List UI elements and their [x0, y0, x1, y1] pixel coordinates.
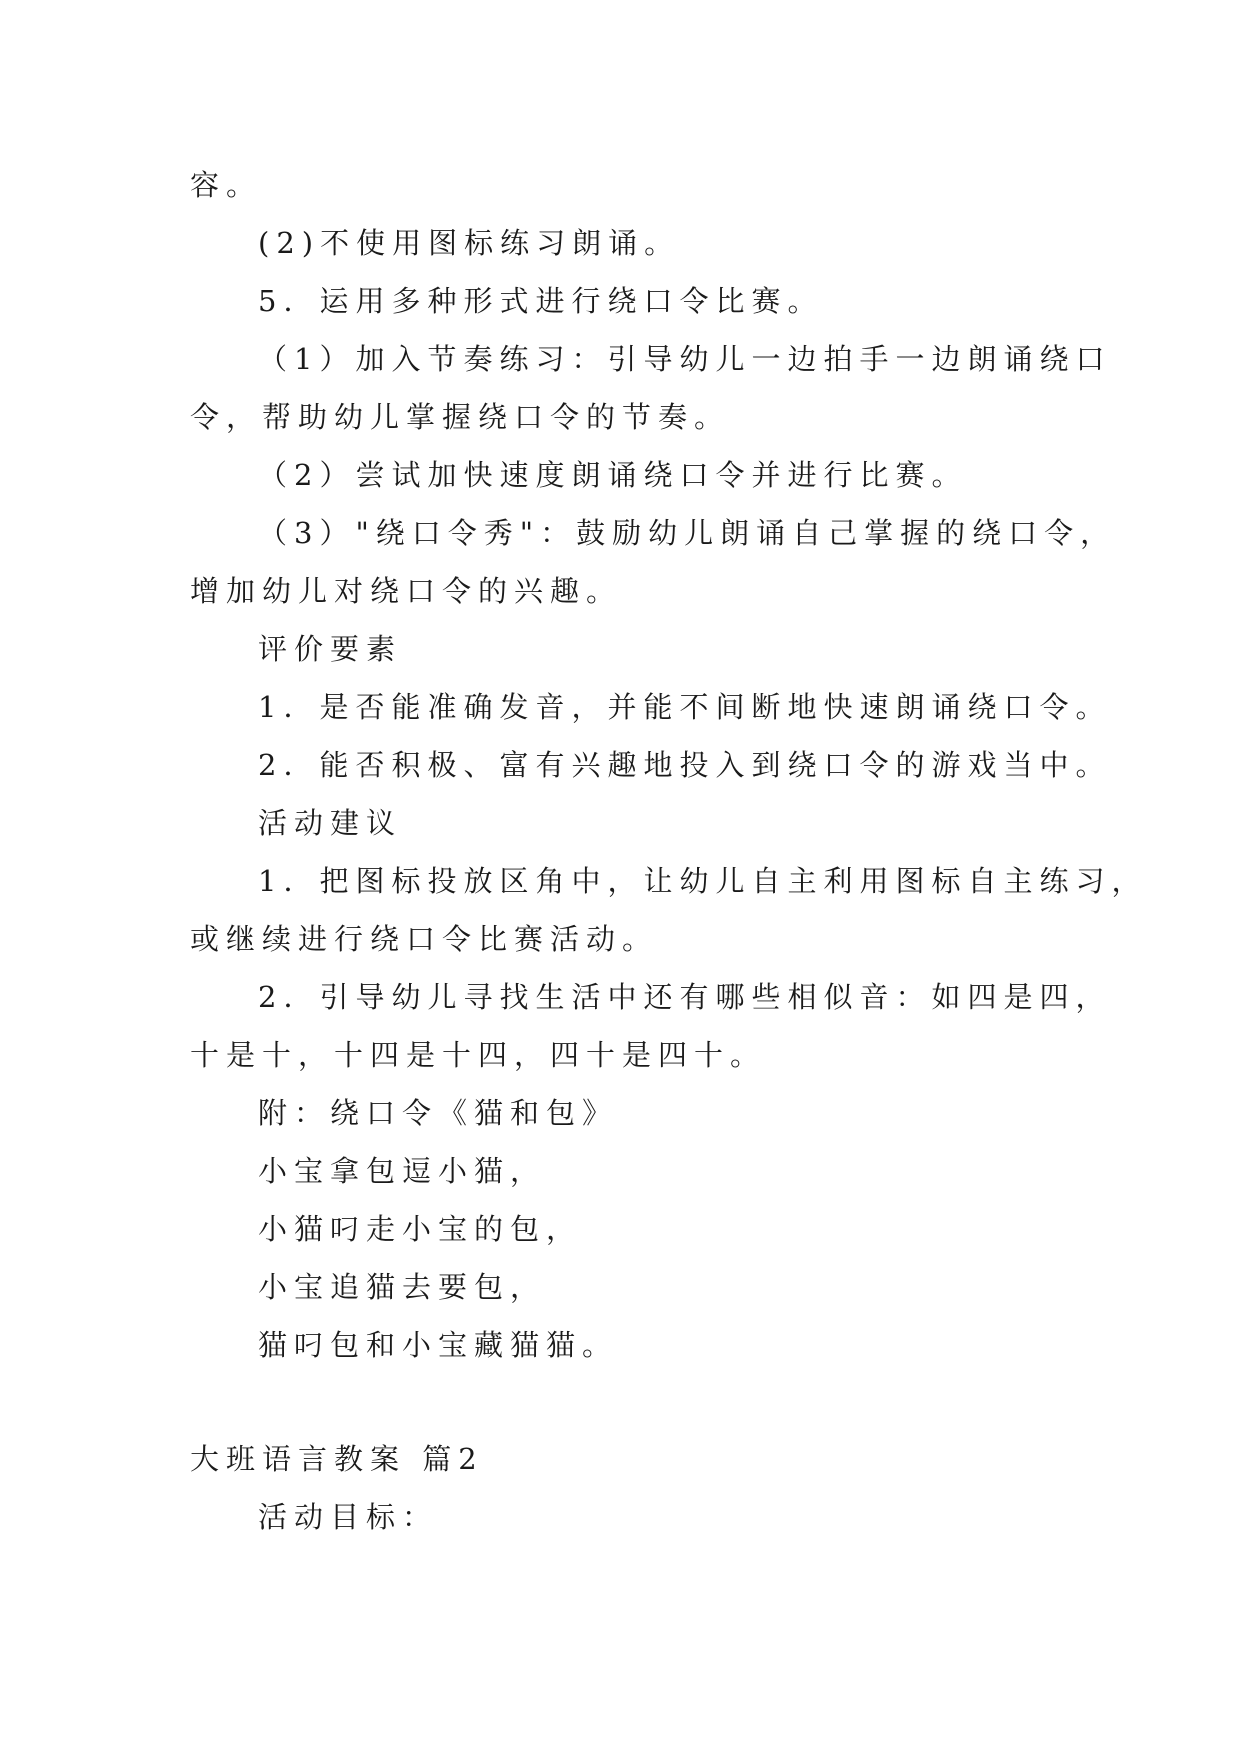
poem-line: 猫叼包和小宝藏猫猫。 — [258, 1328, 619, 1362]
paragraph-line: 2．能否积极、富有兴趣地投入到绕口令的游戏当中。 — [258, 748, 1112, 782]
poem-line: 小宝拿包逗小猫， — [258, 1154, 547, 1188]
paragraph-line: （3）"绕口令秀"：鼓励幼儿朗诵自己掌握的绕口令， — [258, 516, 1117, 550]
paragraph-line: 十是十，十四是十四，四十是四十。 — [190, 1038, 767, 1072]
paragraph-line: 令，帮助幼儿掌握绕口令的节奏。 — [190, 400, 731, 434]
paragraph-line: 或继续进行绕口令比赛活动。 — [190, 922, 659, 956]
paragraph-line: （2）尝试加快速度朗诵绕口令并进行比赛。 — [258, 458, 968, 492]
paragraph-line: 容。 — [190, 168, 263, 202]
lesson-title: 大班语言教案 篇2 — [190, 1442, 484, 1476]
paragraph-line: 1．把图标投放区角中，让幼儿自主利用图标自主练习， — [258, 864, 1148, 898]
appendix-title: 附：绕口令《猫和包》 — [258, 1096, 619, 1130]
poem-line: 小宝追猫去要包， — [258, 1270, 547, 1304]
paragraph-line: (2)不使用图标练习朗诵。 — [258, 226, 681, 260]
section-heading: 评价要素 — [258, 632, 403, 666]
paragraph-line: （1）加入节奏练习：引导幼儿一边拍手一边朗诵绕口 — [258, 342, 1112, 376]
section-heading: 活动建议 — [258, 806, 403, 840]
paragraph-line: 5．运用多种形式进行绕口令比赛。 — [258, 284, 824, 318]
poem-line: 小猫叼走小宝的包， — [258, 1212, 583, 1246]
paragraph-line: 增加幼儿对绕口令的兴趣。 — [190, 574, 623, 608]
section-heading: 活动目标： — [258, 1500, 439, 1534]
paragraph-line: 2．引导幼儿寻找生活中还有哪些相似音：如四是四， — [258, 980, 1112, 1014]
paragraph-line: 1．是否能准确发音，并能不间断地快速朗诵绕口令。 — [258, 690, 1112, 724]
